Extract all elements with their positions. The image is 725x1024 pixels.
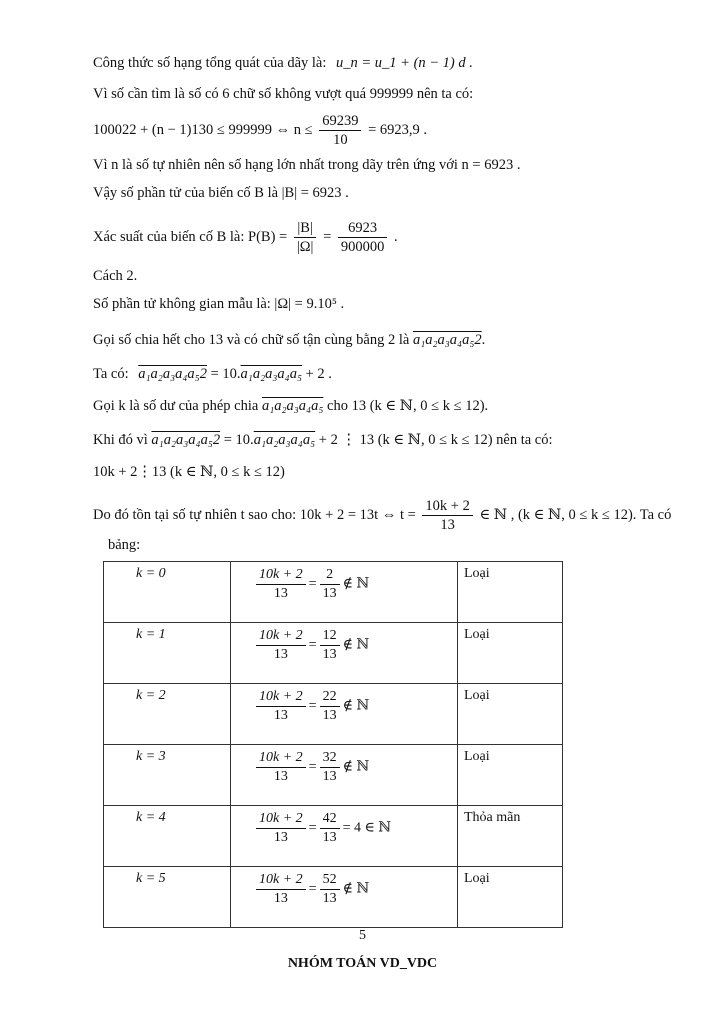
table-row — [104, 684, 563, 745]
page-number: 5 — [359, 928, 366, 943]
expr-cell: $\frac{10k + 2}{13}$ = $\frac{52}{13}$ ∉ ℕ — [231, 867, 458, 928]
math-line: Khi đó vì a₁a₂a₃a₄a₅2 = 10.a₁a₂a₃a₄a₅ + 2 ⋮ 13 (k ∈ ℕ, 0 ≤ k ≤ 12) nên ta có: — [93, 432, 553, 448]
table-row — [104, 745, 563, 806]
text-line: Gọi số chia hết cho 13 và có chữ số tận cùng bằng 2 là a₁a₂a₃a₄a₅2. — [93, 332, 486, 348]
result-cell: Loại — [458, 745, 563, 806]
expr-cell: $\frac{10k + 2}{13}$ = $\frac{22}{13}$ ∉ ℕ — [231, 684, 458, 745]
text-line: Số phần tử không gian mẫu là: |Ω| = 9.10⁵ . — [93, 296, 345, 312]
k-cell: k = 1 — [104, 623, 231, 684]
math-line: 10k + 2⋮13 (k ∈ ℕ, 0 ≤ k ≤ 12) — [93, 464, 285, 480]
text-line: Vì số cần tìm là số có 6 chữ số không vượt quá 999999 nên ta có: — [93, 86, 474, 102]
text-line: Công thức số hạng tổng quát của dãy là: u_n = u_1 + (n − 1) d . — [93, 55, 473, 71]
math-line: Gọi k là số dư của phép chia a₁a₂a₃a₄a₅ cho 13 (k ∈ ℕ, 0 ≤ k ≤ 12). — [93, 398, 489, 414]
math-line: Xác suất của biến cố B là: P(B) = $\frac{|B|}{|\Omega|}$ = $\frac{6923}{900000}$ . — [93, 220, 398, 255]
expr-cell: $\frac{10k + 2}{13}$ = $\frac{12}{13}$ ∉ ℕ — [231, 623, 458, 684]
fraction: $\frac{6923}{900000}$ — [338, 219, 388, 256]
k-cell: k = 2 — [104, 684, 231, 745]
fraction: $\frac{|B|}{|\Omega|}$ — [294, 219, 317, 256]
result-cell: Thỏa mãn — [458, 806, 563, 867]
k-cell: k = 3 — [104, 745, 231, 806]
k-cell: k = 4 — [104, 806, 231, 867]
text-line: Vì n là số tự nhiên nên số hạng lớn nhất trong dãy trên ứng với n = 6923 . — [93, 157, 521, 173]
math-line: Do đó tồn tại số tự nhiên t sao cho: 10k + 2 = 13t ⇔ t = $\frac{10k + 2}{13}$ ∈ ℕ , (k ∈ ℕ, 0 ≤ k ≤ 12). Ta có — [93, 498, 672, 533]
k-table — [103, 561, 563, 928]
expr-cell: $\frac{10k + 2}{13}$ = $\frac{42}{13}$ = 4 ∈ ℕ — [231, 806, 458, 867]
result-cell: Loại — [458, 867, 563, 928]
expr-cell: $\frac{10k + 2}{13}$ = $\frac{32}{13}$ ∉ ℕ — [231, 745, 458, 806]
text-line: bảng: — [108, 537, 141, 553]
footer-group-name: NHÓM TOÁN VD_VDC — [287, 956, 438, 971]
result-cell: Loại — [458, 562, 563, 623]
text-line: Vậy số phần tử của biến cố B là |B| = 6923 . — [93, 185, 349, 201]
math-line: 100022 + (n − 1)130 ≤ 999999 ⇔ n ≤ $\frac{69239}{10}$ = 6923,9 . — [93, 113, 427, 148]
math-line: Ta có: a₁a₂a₃a₄a₅2 = 10.a₁a₂a₃a₄a₅ + 2 . — [93, 366, 332, 382]
fraction: $\frac{69239}{10}$ — [319, 112, 361, 149]
k-cell: k = 0 — [104, 562, 231, 623]
k-cell: k = 5 — [104, 867, 231, 928]
table-row — [104, 562, 563, 623]
result-cell: Loại — [458, 684, 563, 745]
table-row — [104, 806, 563, 867]
table-row — [104, 623, 563, 684]
result-cell: Loại — [458, 623, 563, 684]
fraction: $\frac{10k + 2}{13}$ — [422, 497, 472, 534]
table-row — [104, 867, 563, 928]
expr-cell: $\frac{10k + 2}{13}$ = $\frac{2}{13}$ ∉ ℕ — [231, 562, 458, 623]
text-line: Cách 2. — [93, 268, 138, 284]
